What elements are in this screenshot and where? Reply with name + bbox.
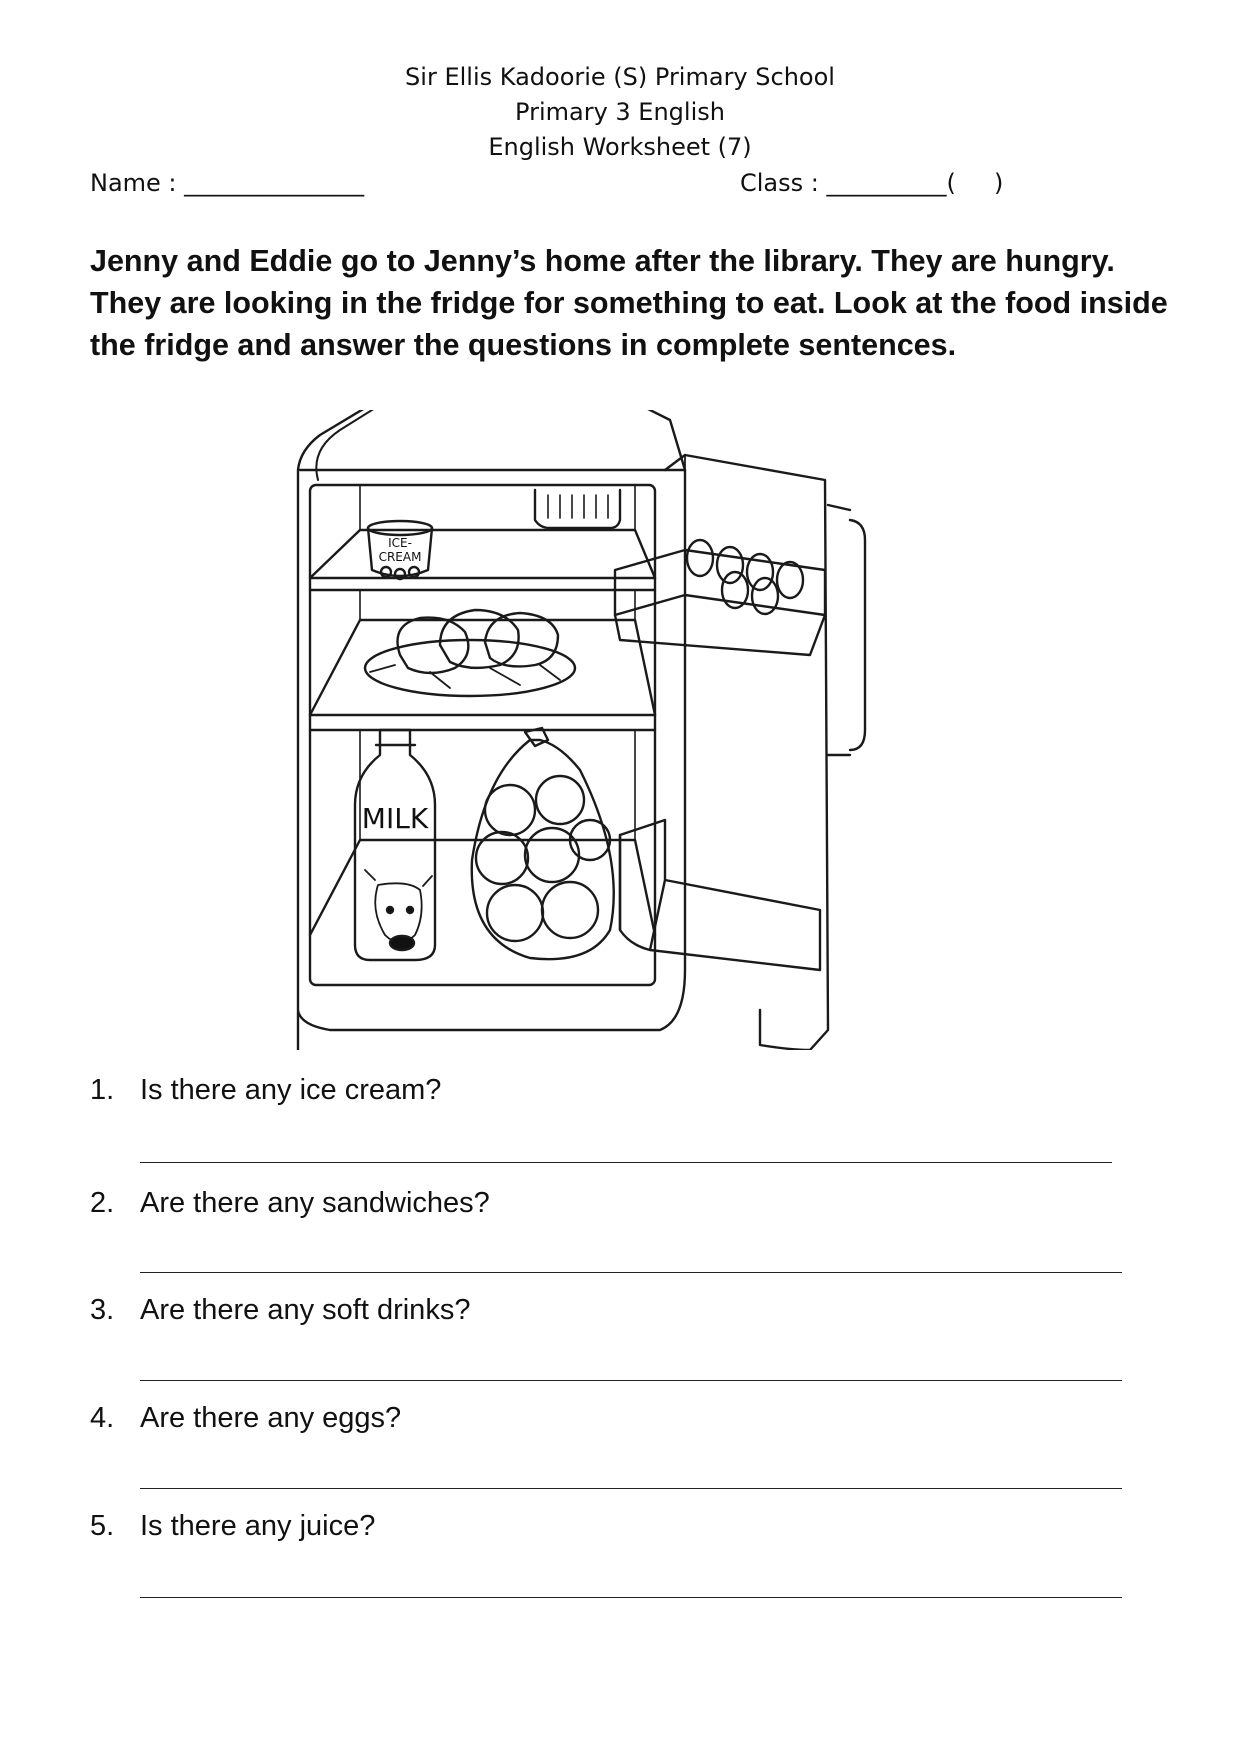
question-text: Are there any soft drinks? [140,1294,471,1326]
chicken-plate [365,610,575,696]
question-text: Are there any eggs? [140,1402,402,1434]
question-number: 4. [90,1402,115,1434]
question-5 [90,1508,375,1544]
question-number: 5. [90,1510,115,1542]
school-name: Sir Ellis Kadoorie (S) Primary School [405,63,835,91]
class-field[interactable]: Class : __________( ) [740,169,1004,197]
question-text: Is there any ice cream? [140,1074,442,1106]
fridge-illustration [290,410,970,1050]
orange-bag [472,728,614,959]
answer-line-3[interactable] [140,1380,1122,1381]
question-number: 1. [90,1074,115,1106]
answer-line-4[interactable] [140,1488,1122,1489]
instructions: Jenny and Eddie go to Jenny’s home after the library. They are hungry. They are looking in the fridge for something to eat. Look at the food inside the fridge and answer the questions in complete sentences. [90,244,1168,362]
name-field[interactable]: Name : _______________ [90,169,365,197]
question-3 [90,1292,470,1328]
question-2 [90,1185,490,1221]
ice-cream-label-2: CREAM [378,550,422,564]
milk-label: MILK [361,802,429,835]
answer-line-2[interactable] [140,1272,1122,1273]
fridge-interior [310,485,655,985]
ice-cream-label-1: ICE- [388,536,412,550]
question-number: 2. [90,1187,115,1219]
answer-line-1[interactable] [140,1162,1112,1163]
question-number: 3. [90,1294,115,1326]
grade-title: Primary 3 English [515,98,725,126]
top-shelf [310,530,655,578]
answer-line-5[interactable] [140,1597,1122,1598]
worksheet-title: English Worksheet (7) [488,133,752,161]
name-class-row [90,166,1150,200]
question-text: Is there any juice? [140,1510,376,1542]
fridge-door [615,455,865,1050]
milk-bottle [355,730,435,960]
question-text: Are there any sandwiches? [140,1187,490,1219]
question-1 [90,1072,441,1108]
question-4 [90,1400,401,1436]
